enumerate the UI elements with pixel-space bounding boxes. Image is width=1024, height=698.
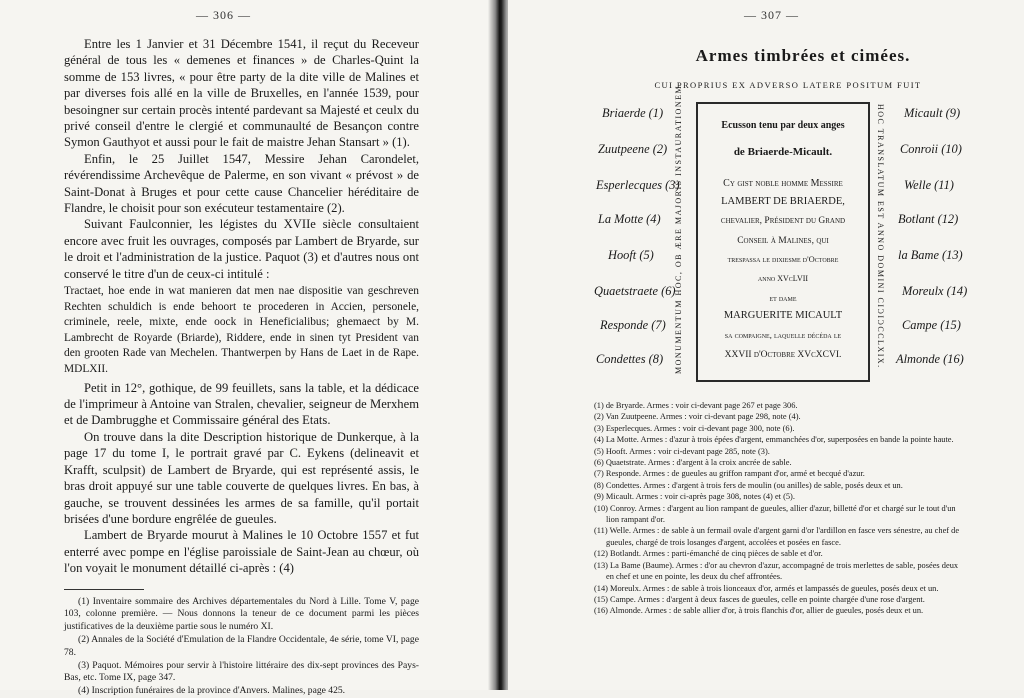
frame-line: Conseil à Malines, qui bbox=[737, 236, 829, 246]
footnote: (12) Botlandt. Armes : parti-émanché de cinq pièces de sable et d'or. bbox=[594, 549, 823, 559]
footnote: (11) Welle. Armes : de sable à un fermail ovale d'argent garni d'or l'ardillon en fasce vers sénestre, au chef de gueules, chargé de trois losanges d'argent, accolées et posées en fasce. bbox=[594, 526, 960, 547]
footnote: (16) Almonde. Armes : de sable allier d'or, à trois flanchis d'or, allier de gueules, posés deux et un. bbox=[594, 606, 924, 616]
footnote: (9) Micault. Armes : voir ci-après page 308, notes (4) et (5). bbox=[594, 492, 795, 502]
left-footnotes bbox=[64, 596, 419, 698]
footnote: (1) de Bryarde. Armes : voir ci-devant page 267 et page 306. bbox=[594, 401, 798, 410]
right-footnotes bbox=[594, 400, 960, 617]
footnote: (13) La Bame (Baume). Armes : d'or au chevron d'azur, accompagné de trois merlettes de sable, posées deux en chef et une en pointe, les deux du chef affrontées. bbox=[594, 560, 959, 582]
paragraph: Suivant Faulconnier, les légistes du XVIIe siècle consultaient encore avec fruit les ouvrages, composés par Lambert de Bryarde, sur le droit et l'administration de la justice. Paquot (3) et d'autres nous ont conservé le titre d'un de ceux-ci intitulé : bbox=[64, 217, 419, 281]
arms-left: Zuutpeene (2) bbox=[598, 142, 668, 156]
frame-line: chevalier, Président du Grand bbox=[720, 216, 846, 226]
frame-line: MARGUERITE MICAULT bbox=[723, 310, 843, 321]
paragraph: Lambert de Bryarde mourut à Malines le 10 Octobre 1557 et fut enterré avec pompe en l'église paroissiale de Saint-Jean au chœur, où l'on voyait le monument détaillé ci-après : (4) bbox=[64, 528, 419, 576]
arms-right: Micault (9) bbox=[904, 106, 961, 120]
motto-top: CUI PROPRIUS EX ADVERSO LATERE POSITUM FUIT bbox=[654, 80, 922, 90]
book-title-citation: Tractaet, hoe ende in wat manieren dat men nae dispositie van geschreven Rechten schuldich is ende behoort te procederen in Accien, personele, criminele, reele, mixte, ende oock in Heneficialibus; ghemaect by M. Lambrecht de Royarde (Briarde), Riddere, ende in sinen tyt President van den grooten Rade van Mechelen. Thantwerpen by Hans de Laet in de Rape. MDLXII. bbox=[64, 285, 419, 376]
page-number-right: — 307 — bbox=[744, 8, 799, 22]
frame-line: anno XVcLVII bbox=[757, 274, 809, 283]
left-page bbox=[0, 0, 492, 697]
page-title: Armes timbrées et cimées. bbox=[695, 46, 911, 65]
arms-right: Conroii (10) bbox=[900, 142, 962, 156]
arms-right: la Bame (13) bbox=[898, 248, 963, 262]
footnote: (5) Hooft. Armes : voir ci-devant page 285, note (3). bbox=[594, 446, 770, 456]
footnote: (7) Responde. Armes : de gueules au griffon rampant d'or, armé et becqué d'azur. bbox=[594, 469, 865, 479]
paragraph: Entre les 1 Janvier et 31 Décembre 1541, il reçut du Receveur général de tous les « demenes et finances » de Charles-Quint la somme de 153 livres, « pour être party de la dite ville de Malines et par diverses fois allé en la ville de Bruxelles, en l'année 1539, pour besoingner sur certain procès intenté pardevant sa Majesté et ceulx du privé conseil d'entre le clergié et communaulté de Besançon contre Symon Gauthyot et aussi pour le fait de maistre Jehan Stansart » (1). bbox=[64, 37, 419, 150]
epitaph-frame bbox=[696, 102, 870, 382]
left-body-text bbox=[64, 36, 419, 698]
frame-line: XXVII d'Octobre XVcXCVI. bbox=[724, 350, 842, 360]
paragraph: On trouve dans la dite Description historique de Dunkerque, à la page 17 du tome I, le portrait gravé par C. Eykens (delineavit et Krafft, sculpsit) de Lambert de Bryarde, qui est représenté assis, le bras droit appuyé sur une table couverte de quelques livres. En bas, à gauche, se trouvent dessinées les armes de sa famille, qu'il portait brisées d'une bordure engrêlée de gueules. bbox=[64, 429, 419, 526]
footnote: (6) Quaetstrate. Armes : d'argent à la croix ancrée de sable. bbox=[594, 458, 792, 468]
paragraph: Petit in 12°, gothique, de 99 feuillets, sans la table, et la dédicace de l'imprimeur à Antoine van Stralen, chevalier, seigneur de Merxhem et de Dambrugghe et Commissaire général des Etats. bbox=[64, 380, 419, 428]
frame-line: trespassa le dixiesme d'Octobre bbox=[727, 254, 839, 264]
frame-line: de Briaerde-Micault. bbox=[733, 146, 833, 158]
paragraph: Enfin, le 25 Juillet 1547, Messire Jehan Carondelet, révérendissime Archevêque de Palerme, en son vivant « prévost » de Saint-Donat à Bruges et pour cette cause Chancelier héréditaire de Flandre, le choisit pour son exécuteur testamentaire (2). bbox=[64, 151, 419, 216]
arms-left: Condettes (8) bbox=[596, 352, 664, 366]
footnote: (3) Paquot. Mémoires pour servir à l'histoire littéraire des dix-sept provinces des Pays-Bas, etc. Tome IX, page 347. bbox=[64, 659, 419, 684]
arms-left: La Motte (4) bbox=[598, 212, 661, 226]
footnote: (14) Moreulx. Armes : de sable à trois lionceaux d'or, armés et lampassés de gueules, posés deux et un. bbox=[594, 583, 939, 593]
frame-line: LAMBERT DE BRIAERDE, bbox=[721, 196, 845, 207]
arms-left: Esperlecques (3) bbox=[596, 178, 680, 192]
arms-left: Quaetstraete (6) bbox=[594, 284, 676, 298]
footnote: (15) Campe. Armes : d'argent à deux fasces de gueules, celle en pointe chargée d'une rose d'argent. bbox=[594, 594, 925, 604]
arms-right: Almonde (16) bbox=[896, 352, 964, 366]
footnote: (4) La Motte. Armes : d'azur à trois épées d'argent, emmanchées d'or, superposées en bande la pointe haute. bbox=[594, 435, 954, 445]
arms-right: Botlant (12) bbox=[898, 212, 959, 226]
motto-left: MONUMENTUM HOC, OB ÆRE MAJORIS INSTAURATIONEM bbox=[674, 84, 683, 374]
frame-line: Ecusson tenu par deux anges bbox=[721, 120, 845, 131]
arms-right: Welle (11) bbox=[904, 178, 954, 192]
motto-right: HOC TRANSLATUM EST ANNO DOMINI CIƆIƆCCLXIX. bbox=[876, 104, 885, 369]
footnote: (10) Conroy. Armes : d'argent au lion rampant de gueules, allier d'azur, billetté d'or et chargé sur le tout d'un lion rampant d'or. bbox=[594, 503, 956, 525]
arms-left: Briaerde (1) bbox=[602, 106, 664, 120]
footnote: (8) Condettes. Armes : d'argent à trois fers de moulin (ou anilles) de sable, posés deux et un. bbox=[594, 480, 903, 490]
footnote-divider bbox=[64, 589, 144, 590]
footnote: (2) Van Zuutpeene. Armes : voir ci-devant page 298, note (4). bbox=[594, 412, 801, 422]
right-page bbox=[508, 0, 1024, 690]
footnote: (2) Annales de la Société d'Emulation de la Flandre Occidentale, 4e série, tome VI, page 78. bbox=[64, 633, 419, 658]
arms-left: Hooft (5) bbox=[608, 248, 654, 262]
page-number-left: — 306 — bbox=[196, 8, 251, 22]
arms-left: Responde (7) bbox=[600, 318, 666, 332]
footnote: (1) Inventaire sommaire des Archives départementales du Nord à Lille. Tome V, page 103, colonne première. — Nous donnons la teneur de ce document parmi les pièces justificatives de la deuxième partie sous le numéro XI. bbox=[64, 595, 419, 633]
footnote: (3) Esperlecques. Armes : voir ci-devant page 300, note (6). bbox=[594, 423, 795, 433]
arms-right: Campe (15) bbox=[902, 318, 961, 332]
arms-right: Moreulx (14) bbox=[902, 284, 968, 298]
footnote: (4) Inscription funéraires de la province d'Anvers. Malines, page 425. bbox=[78, 685, 346, 697]
frame-line: Cy gist noble homme Messire bbox=[723, 178, 843, 189]
frame-line: et dame bbox=[769, 294, 797, 303]
frame-line: sa compaigne, laquelle décéda le bbox=[724, 330, 842, 340]
